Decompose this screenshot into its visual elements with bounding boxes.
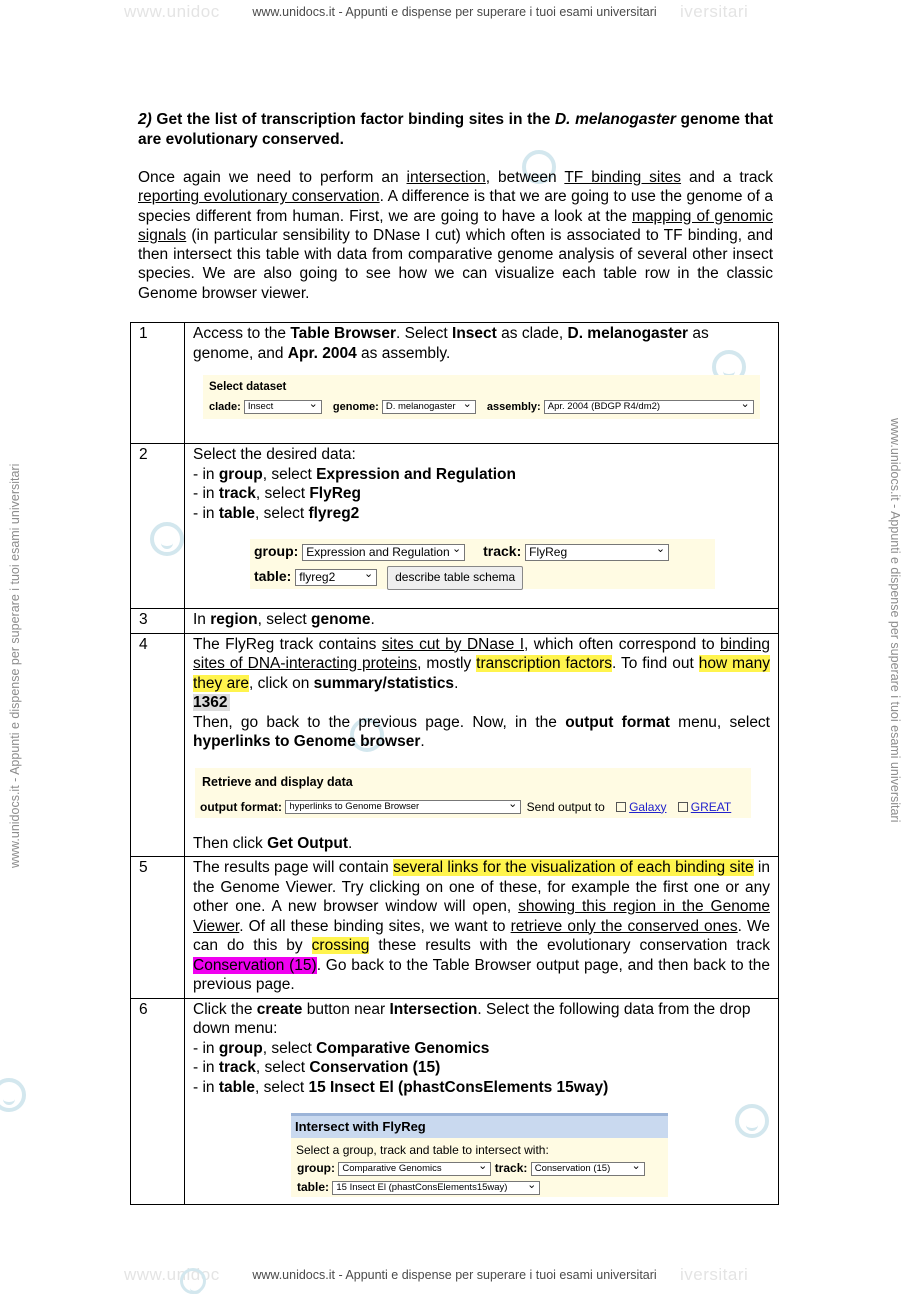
table-row bbox=[131, 633, 779, 857]
great-checkbox[interactable] bbox=[678, 802, 688, 812]
track-select[interactable]: FlyReg ⌄ bbox=[525, 544, 669, 561]
group-label: group: bbox=[297, 1161, 335, 1175]
panel-title: Select dataset bbox=[209, 381, 287, 393]
genome-select[interactable]: D. melanogaster ⌄ bbox=[382, 400, 476, 414]
watermark-header: www.unidocs.it - Appunti e dispense per superare i tuoi esami universitari bbox=[252, 5, 657, 19]
clade-label: clade: bbox=[209, 401, 241, 413]
step-content: Click the create button near Intersection. Select the following data from the drop down menu: - in group, select Comparative Genomics - in track, select Conservation (15) - in table, select 15 Insect El (phastConsElements 15way) Intersect with FlyReg Select a group, track and table to intersect with: group: Comparative Genomics ⌄ track: Conservation (15) ⌄ table: 15 Insect El (phastConsElements15way) ⌄ bbox=[185, 998, 779, 1205]
galaxy-checkbox[interactable] bbox=[616, 802, 626, 812]
step-number: 4 bbox=[131, 633, 185, 857]
watermark-logo-icon bbox=[0, 1078, 26, 1112]
step-content: The FlyReg track contains sites cut by DNase I, which often correspond to binding sites of DNA-interacting proteins, mostly transcription factors. To find out how many they are, click on summary/statistics. 1362 Then, go back to the previous page. Now, in the output format menu, select hyperlinks to Genome browser. Retrieve and display data output format: hyperlinks to Genome Browser ⌄ Send output to Galaxy GREAT Then click Get Output. bbox=[185, 633, 779, 857]
table-row bbox=[131, 323, 779, 444]
watermark-ghost-left: www.unidoc bbox=[124, 2, 220, 21]
step-number: 6 bbox=[131, 998, 185, 1205]
assembly-label: assembly: bbox=[486, 401, 541, 413]
table-select[interactable]: flyreg2 ⌄ bbox=[295, 569, 377, 586]
watermark-side-right: www.unidocs.it - Appunti e dispense per superare i tuoi esami universitari bbox=[888, 418, 902, 823]
step-number: 5 bbox=[131, 857, 185, 999]
section-heading: 2) Get the list of transcription factor binding sites in the D. melanogaster genome that are evolutionary conserved. bbox=[138, 111, 773, 148]
table-label: table: bbox=[254, 568, 292, 584]
watermark-side-left: www.unidocs.it - Appunti e dispense per superare i tuoi esami universitari bbox=[8, 463, 22, 868]
send-output-label: Send output to bbox=[526, 799, 605, 814]
group-label: group: bbox=[254, 543, 299, 559]
step-number: 2 bbox=[131, 444, 185, 609]
clade-select[interactable]: Insect ⌄ bbox=[244, 400, 322, 414]
step-content: In region, select genome. bbox=[185, 609, 779, 634]
table-row bbox=[131, 609, 779, 634]
panel-title: Retrieve and display data bbox=[202, 774, 353, 789]
group-select[interactable]: Expression and Regulation ⌄ bbox=[302, 544, 465, 561]
intersect-subtitle: Select a group, track and table to intersect with: bbox=[296, 1143, 549, 1157]
output-format-select[interactable]: hyperlinks to Genome Browser ⌄ bbox=[285, 800, 521, 814]
describe-table-schema-button[interactable]: describe table schema bbox=[387, 566, 523, 590]
intersect-header: Intersect with FlyReg bbox=[291, 1113, 668, 1138]
select-dataset-panel bbox=[203, 375, 760, 419]
page-content bbox=[138, 110, 773, 303]
watermark-logo-icon bbox=[180, 1268, 206, 1294]
intersect-panel bbox=[291, 1113, 668, 1197]
steps-table bbox=[130, 322, 779, 1205]
step-text: Access to the Table Browser. Select Insect as clade, D. melanogaster as genome, and Apr. 2004 as assembly. bbox=[193, 325, 709, 362]
genome-label: genome: bbox=[332, 401, 379, 413]
watermark-ghost-right: iversitari bbox=[680, 2, 749, 21]
output-format-label: output format: bbox=[200, 799, 282, 814]
assembly-select[interactable]: Apr. 2004 (BDGP R4/dm2) ⌄ bbox=[544, 400, 754, 414]
intro-paragraph: Once again we need to perform an intersection, between TF binding sites and a track reporting evolutionary conservation. A difference is that we are going to use the genome of a species different from human. First, we are going to have a look at the mapping of genomic signals (in particular sensibility to DNase I cut) which often is associated to TF binding, and then intersect this table with data from comparative genome analysis of several other insect species. We are also going to see how we can visualize each table row in the classic Genome browser viewer. bbox=[138, 169, 774, 302]
track-label: track: bbox=[494, 1161, 528, 1175]
step-content: Select the desired data: - in group, select Expression and Regulation - in track, select FlyReg - in table, select flyreg2 group: Expression and Regulation ⌄ track: FlyReg ⌄ table: flyreg2 ⌄ describe table schema bbox=[185, 444, 779, 609]
step-content bbox=[185, 323, 779, 444]
retrieve-display-panel bbox=[195, 768, 751, 818]
watermark-ghost-right: iversitari bbox=[680, 1265, 749, 1284]
select-data-panel bbox=[250, 539, 715, 589]
step-content: The results page will contain several links for the visualization of each binding site in the Genome Viewer. Try clicking on one of these, for example the first one or any other one. A new browser window will open, showing this region in the Genome Viewer. Of all these binding sites, we want to retrieve only the conserved ones. We can do this by crossing these results with the evolutionary conservation track Conservation (15). Go back to the Table Browser output page, and then back to the previous page. bbox=[185, 857, 779, 999]
watermark-ghost-left: www.unidoc bbox=[124, 1265, 220, 1284]
table-row bbox=[131, 444, 779, 609]
track-label: track: bbox=[483, 543, 522, 559]
table-row bbox=[131, 998, 779, 1205]
table-label: table: bbox=[297, 1180, 330, 1194]
watermark-footer: www.unidocs.it - Appunti e dispense per superare i tuoi esami universitari bbox=[252, 1268, 657, 1282]
galaxy-link[interactable]: Galaxy bbox=[629, 799, 667, 814]
track-select[interactable]: Conservation (15) ⌄ bbox=[531, 1162, 645, 1176]
group-select[interactable]: Comparative Genomics ⌄ bbox=[338, 1162, 491, 1176]
table-select[interactable]: 15 Insect El (phastConsElements15way) ⌄ bbox=[332, 1181, 540, 1195]
great-link[interactable]: GREAT bbox=[690, 799, 732, 814]
step-number: 1 bbox=[131, 323, 185, 444]
step-number: 3 bbox=[131, 609, 185, 634]
sites-count: 1362 bbox=[193, 694, 230, 711]
table-row bbox=[131, 857, 779, 999]
